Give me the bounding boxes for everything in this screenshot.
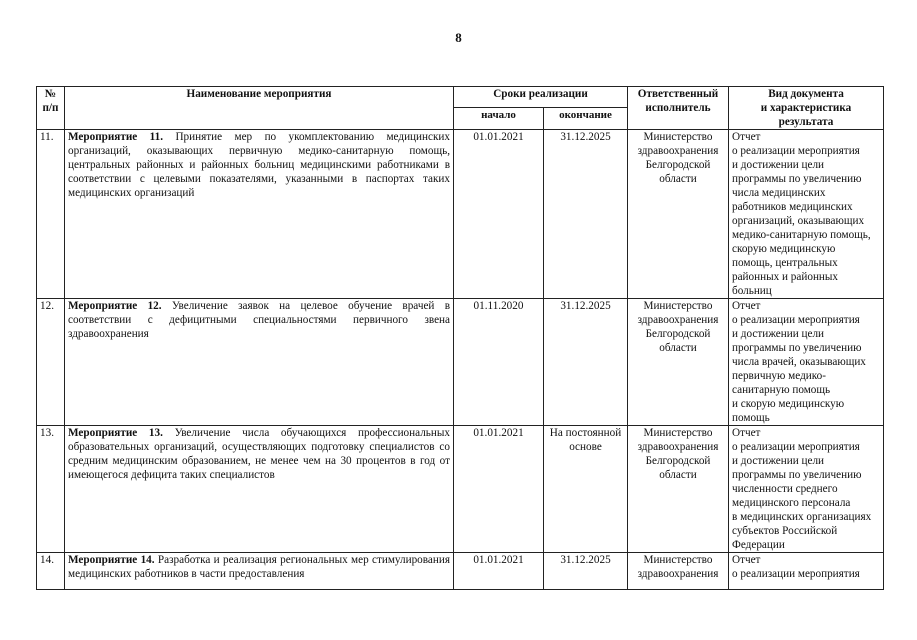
row-number: 11.: [37, 130, 65, 299]
row-number: 13.: [37, 426, 65, 553]
start-date: 01.01.2021: [454, 553, 544, 590]
header-period: Сроки реализации: [454, 87, 628, 108]
document-result: Отчет о реализации мероприятия и достижении цели программы по увеличению числа врачей, оказывающих первичную медико- санитарную помощь и скорую медицинскую помощь: [729, 299, 884, 426]
start-date: 01.01.2021: [454, 426, 544, 553]
activity-title: Мероприятие 12.: [68, 300, 162, 312]
activity-description: [65, 299, 454, 426]
responsible-executor: Министерство здравоохранения Белгородской области: [628, 426, 729, 553]
activities-table: [36, 86, 884, 590]
end-date: 31.12.2025: [544, 553, 628, 590]
activity-title: Мероприятие 13.: [68, 427, 163, 439]
responsible-executor: Министерство здравоохранения: [628, 553, 729, 590]
activity-text: Увеличение заявок на целевое обучение врачей в соответствии с дефицитными специальностями первичного звена здравоохранения: [68, 300, 450, 340]
table-row: [37, 426, 884, 553]
activity-description: [65, 553, 454, 590]
activity-text: Увеличение числа обучающихся профессиональных образовательных организаций, осуществляющих подготовку специалистов со средним медицинским образованием, не менее чем на 30 процентов в год от имеющегося дефицита таких специалистов: [68, 427, 450, 481]
start-date: 01.11.2020: [454, 299, 544, 426]
document-result: Отчет о реализации мероприятия: [729, 553, 884, 590]
page-number: 8: [455, 30, 462, 45]
responsible-executor: Министерство здравоохранения Белгородской области: [628, 299, 729, 426]
end-date: 31.12.2025: [544, 299, 628, 426]
start-date: 01.01.2021: [454, 130, 544, 299]
activity-description: [65, 130, 454, 299]
responsible-executor: Министерство здравоохранения Белгородской области: [628, 130, 729, 299]
end-date: На постоянной основе: [544, 426, 628, 553]
header-activity-name: Наименование мероприятия: [65, 87, 454, 130]
activity-description: [65, 426, 454, 553]
table-row: [37, 299, 884, 426]
table-row: [37, 553, 884, 590]
table-row: [37, 130, 884, 299]
end-date: 31.12.2025: [544, 130, 628, 299]
document-result: Отчет о реализации мероприятия и достижении цели программы по увеличению числа медицинских работников медицинских организаций, оказывающих медико-санитарную помощь, скорую медицинскую помощь, центральных районных и районных больниц: [729, 130, 884, 299]
activity-title: Мероприятие 11.: [68, 131, 164, 143]
row-number: 12.: [37, 299, 65, 426]
header-start: начало: [454, 108, 544, 130]
header-document: Вид документа и характеристика результата: [729, 87, 884, 130]
document-result: Отчет о реализации мероприятия и достижении цели программы по увеличению численности среднего медицинского персонала в медицинских организациях субъектов Российской Федерации: [729, 426, 884, 553]
header-end: окончание: [544, 108, 628, 130]
row-number: 14.: [37, 553, 65, 590]
activity-text: Принятие мер по укомплектованию медицинских организаций, оказывающих первичную медико-санитарную помощь, центральных районных и районных больниц медицинскими работниками в соответствии с целевыми показателями, указанными в паспортах таких медицинских организаций: [68, 131, 450, 199]
activity-text: Разработка и реализация региональных мер стимулирования медицинских работников в части предоставления: [68, 554, 450, 580]
activity-title: Мероприятие 14.: [68, 554, 155, 566]
header-number: № п/п: [37, 87, 65, 130]
header-responsible: Ответственный исполнитель: [628, 87, 729, 130]
